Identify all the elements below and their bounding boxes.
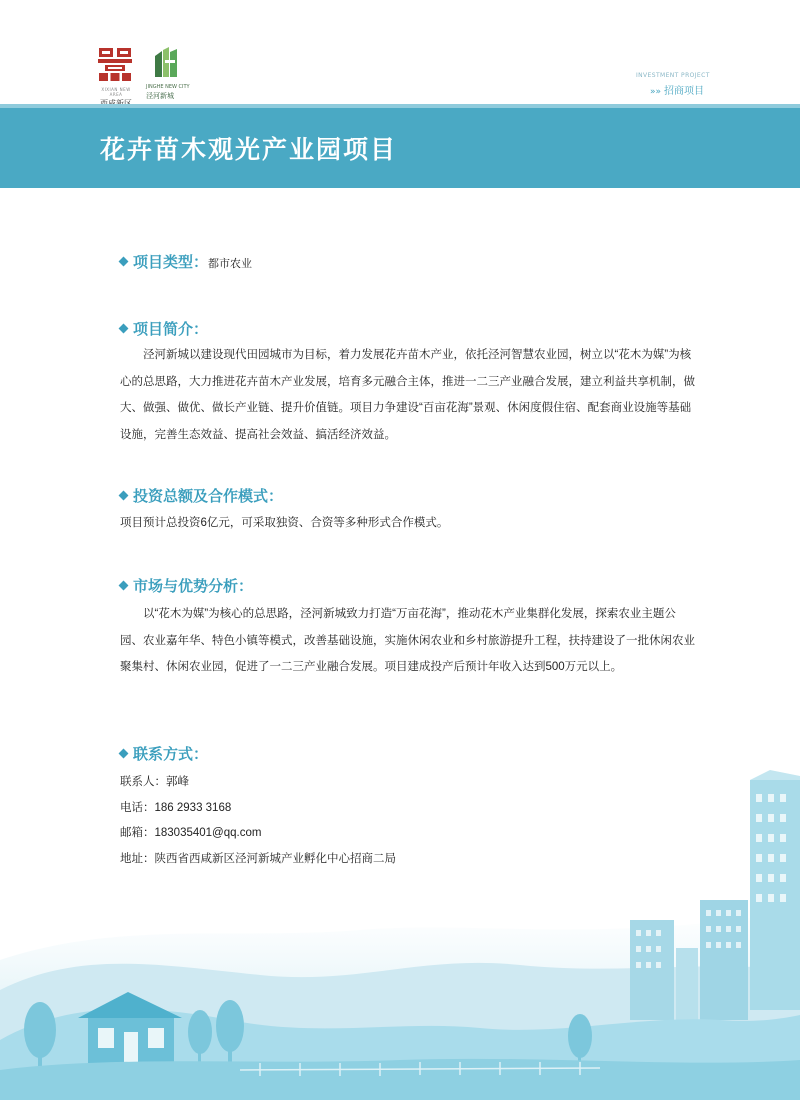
market-text: 以“花木为媒”为核心的总思路，泾河新城致力打造“万亩花海”，推动花木产业集群化发展，探索农业主题公园、农业嘉年华、特色小镇等模式，改善基础设施，实施休闲农业和乡村旅游提升工程，扶持建设了一批休闲农业聚集村、休闲农业园，促进了一二三产业融合发展。项目建成投产后预计年收入达到500万元以上。 [120,608,695,673]
contact-address: 地址：陕西省西咸新区泾河新城产业孵化中心招商二局 [120,853,396,865]
jinghe-logo-cn: 泾河新城 [146,92,174,100]
investment-heading: 投资总额及合作模式： [133,487,284,505]
diamond-bullet-icon [119,491,129,501]
investment-text: 项目预计总投资6亿元，可采取独资、合资等多种形式合作模式。 [120,517,449,529]
investment-project-cn [650,82,704,97]
tall-tower [750,770,800,1010]
double-chevron-icon: »» [650,87,662,97]
jinghe-logo-en: JINGHE NEW CITY [146,84,190,90]
project-type-value: 都市农业 [208,258,253,270]
contact-person: 联系人：郭峰 [120,776,189,788]
project-intro-text: 泾河新城以建设现代田园城市为目标，着力发展花卉苗木产业，依托泾河智慧农业园，树立以“花木为媒”为核心的总思路，大力推进花卉苗木产业发展，培育多元融合主体，推进一二三产业融合发展，建立利益共享机制，做大、做强、做优、做长产业链、提升价值链。项目力争建设“百亩花海”景观、休闲度假住宿、配套商业设施等基础设施，完善生态效益、提高社会效益、搞活经济效益。 [120,349,695,441]
diamond-bullet-icon [119,257,129,267]
landscape-illustration [0,770,800,1100]
xixian-logo [96,46,136,109]
diamond-bullet-icon [119,324,129,334]
diamond-bullet-icon [119,749,129,759]
section-project-type [120,251,252,272]
section-contact [120,743,208,764]
xixian-logo-sub: XIXIAN NEW AREA [101,87,131,97]
contact-email[interactable]: 邮箱：183035401@qq.com [120,827,262,839]
investment-project-label: 招商项目 [664,86,705,97]
diamond-bullet-icon [119,581,129,591]
section-project-intro [120,318,208,339]
page-title: 花卉苗木观光产业园项目 [100,135,398,164]
contact-heading: 联系方式： [133,745,209,763]
page-header [0,0,800,104]
section-market [120,575,253,596]
contact-phone[interactable]: 电话：186 2933 3168 [120,802,232,814]
project-intro-heading: 项目简介： [133,320,209,338]
project-type-heading: 项目类型： [133,253,209,271]
investment-project-en: INVESTMENT PROJECT [636,72,710,79]
mid-buildings [630,900,748,1020]
market-heading: 市场与优势分析： [133,577,254,595]
jinghe-city-icon [153,46,181,78]
xixian-seal-icon [96,46,134,82]
section-investment [120,485,283,506]
jinghe-logo [146,46,192,101]
banner-top-stripe [0,104,800,108]
ground [0,1059,800,1100]
